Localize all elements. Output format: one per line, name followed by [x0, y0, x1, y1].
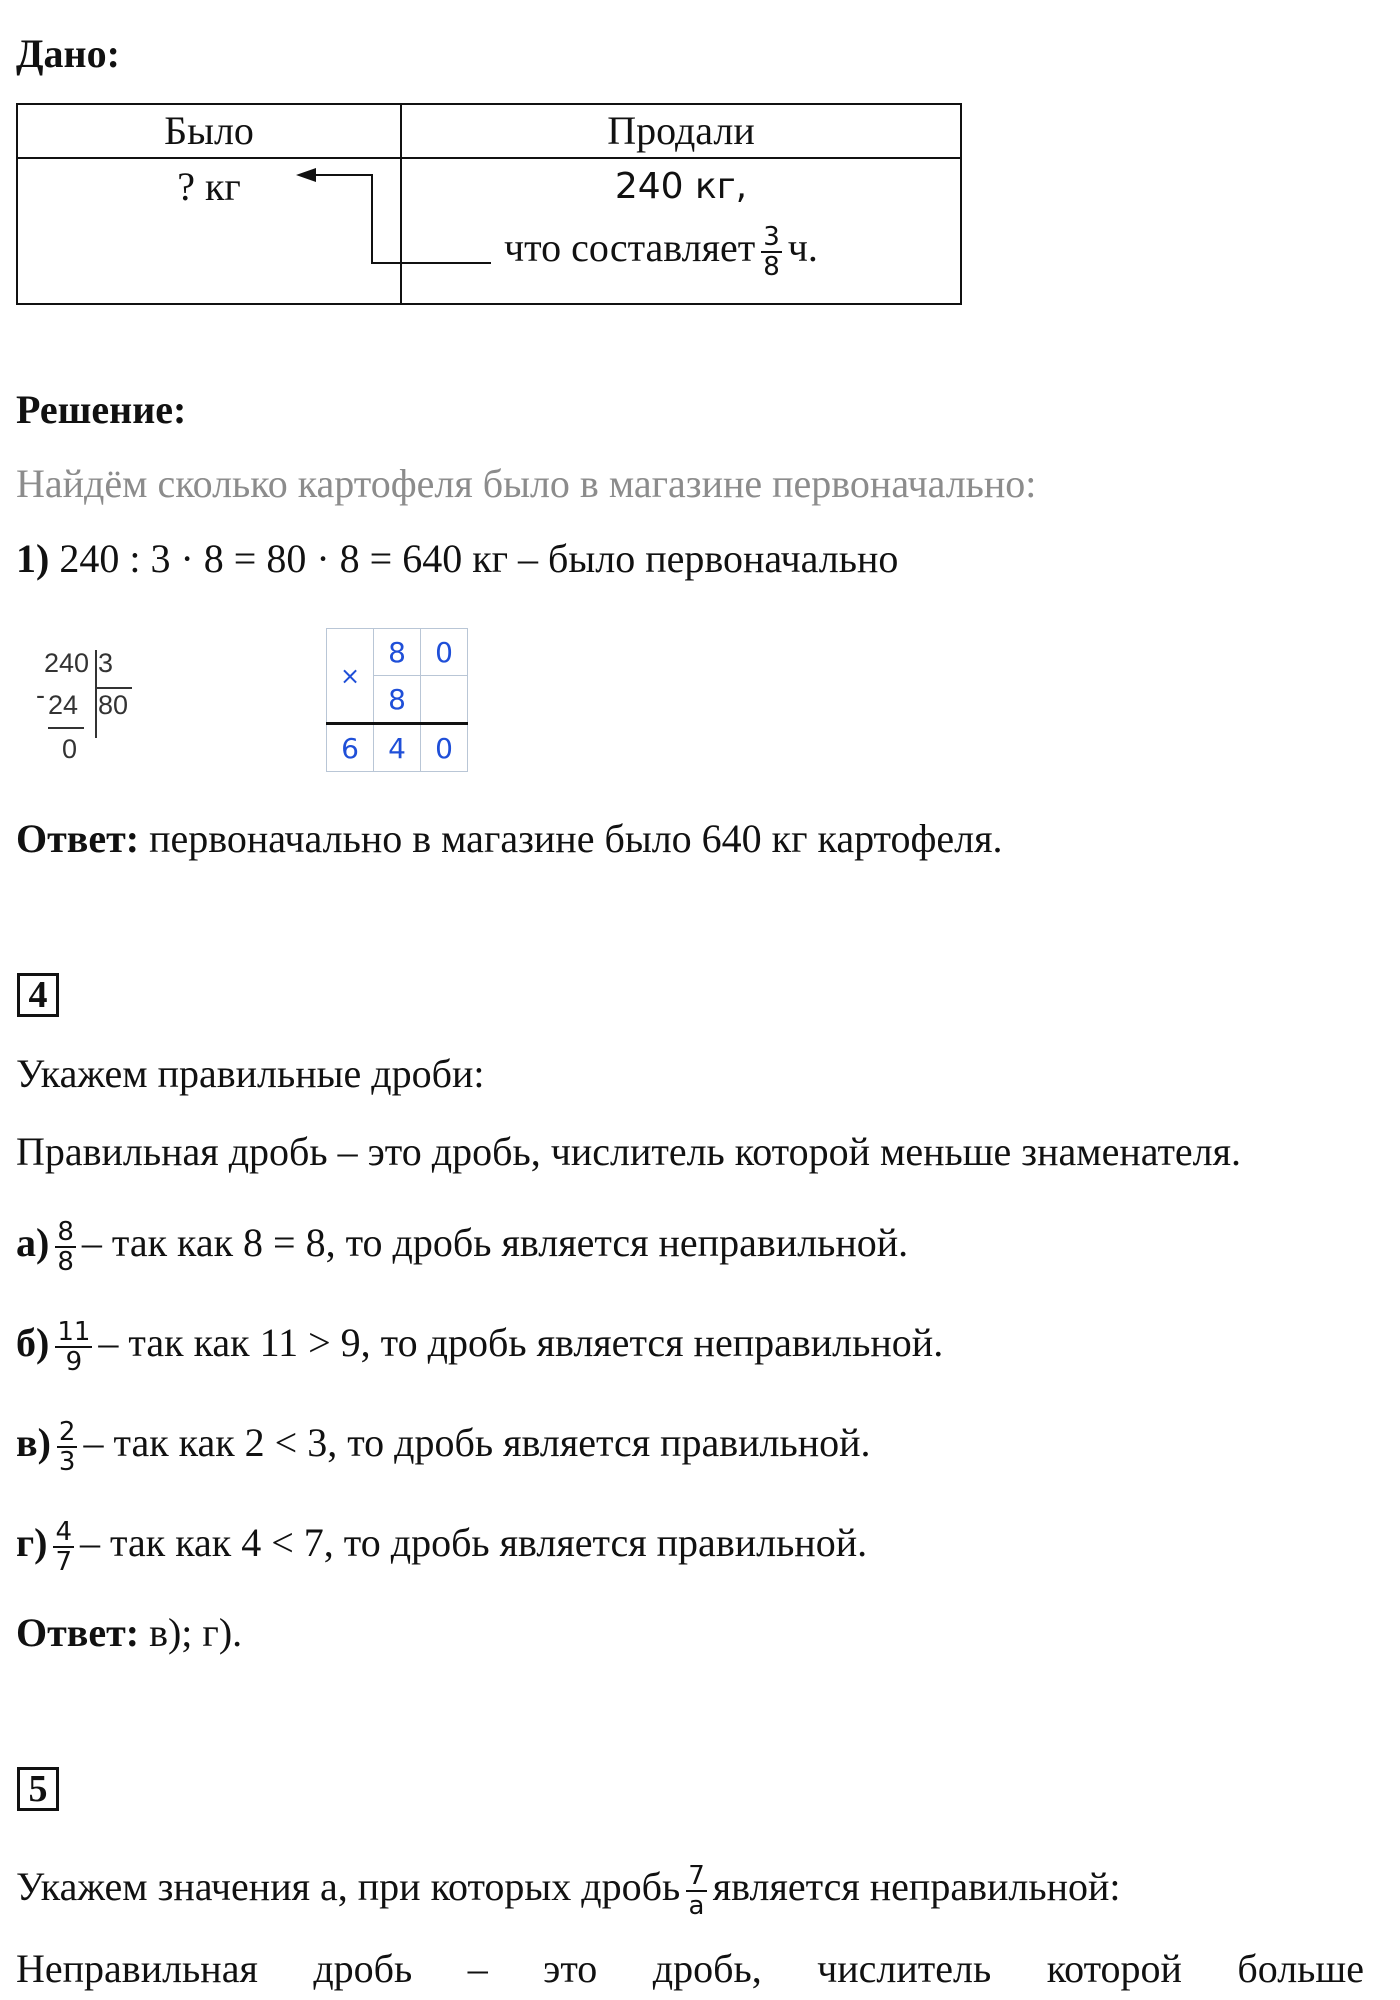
fraction-7-a	[686, 1862, 707, 1920]
intro-prefix: Укажем значения а, при которых дробь	[16, 1864, 681, 1910]
fraction-numerator: 8	[57, 1217, 74, 1247]
solution-heading: Решение:	[16, 387, 187, 432]
fraction	[55, 1218, 76, 1276]
answer-text: первоначально в магазине было 640 кг картофеля.	[149, 816, 1003, 861]
cell-prodali-fraction-line	[504, 223, 818, 281]
definition-word: это	[543, 1946, 598, 1991]
task-number-5: 5	[17, 1767, 59, 1811]
division-minus: -	[36, 680, 45, 710]
item-label: б)	[16, 1320, 50, 1366]
task4-answer	[16, 1609, 242, 1657]
given-table	[16, 103, 962, 305]
fraction	[57, 1418, 78, 1476]
fraction-numerator: 3	[763, 222, 780, 252]
fraction-numerator: 7	[688, 1861, 705, 1891]
grid-result-cell: 4	[374, 724, 421, 772]
task5-intro	[16, 1862, 1121, 1920]
task4-intro: Укажем правильные дроби:	[16, 1051, 485, 1096]
fraction-denominator: 3	[58, 1447, 76, 1477]
answer-label: Ответ:	[16, 816, 140, 861]
task4-item-g	[16, 1518, 867, 1576]
definition-word: Неправильная	[16, 1946, 258, 1991]
fraction-denominator: 8	[57, 1247, 74, 1277]
task4-item-a	[16, 1218, 908, 1276]
fraction-denominator: 7	[55, 1547, 73, 1577]
grid-result-cell: 0	[421, 724, 468, 772]
given-heading: Дано:	[16, 31, 120, 76]
fraction-numerator: 2	[58, 1417, 76, 1447]
task-number-4: 4	[17, 973, 59, 1017]
division-subtrahend: 24	[48, 690, 79, 720]
item-text: – так как 11 > 9, то дробь является неправильной.	[98, 1320, 944, 1366]
fraction-3-8	[761, 223, 782, 281]
division-divisor: 3	[98, 648, 114, 678]
item-label: а)	[16, 1220, 50, 1266]
item-text: – так как 8 = 8, то дробь является неправильной.	[81, 1220, 909, 1266]
division-lines	[40, 648, 140, 748]
task4-definition: Правильная дробь – это дробь, числитель которой меньше знаменателя.	[16, 1129, 1242, 1174]
fraction-numerator: 4	[55, 1517, 73, 1547]
division-quotient: 80	[98, 690, 129, 720]
fraction-numerator: 11	[57, 1317, 91, 1347]
definition-word: дробь,	[652, 1946, 762, 1991]
header-bylo: Было	[164, 108, 254, 153]
multiplication-grid	[326, 628, 468, 772]
division-dividend: 240	[44, 648, 90, 678]
definition-word: –	[467, 1946, 488, 1991]
division-remainder: 0	[62, 734, 78, 764]
item-text: – так как 2 < 3, то дробь является правильной.	[83, 1420, 871, 1466]
solution-answer	[16, 815, 1003, 863]
definition-word: дробь	[313, 1946, 413, 1991]
multiply-sign: ×	[327, 629, 374, 724]
definition-word: которой	[1046, 1946, 1182, 1991]
fraction-suffix: ч.	[787, 225, 818, 271]
fraction	[53, 1518, 74, 1576]
fraction-prefix: что составляет	[504, 225, 756, 271]
fraction	[55, 1318, 92, 1376]
item-text: – так как 4 < 7, то дробь является правильной.	[80, 1520, 868, 1566]
task5-definition	[16, 1945, 1364, 1993]
step1-label: 1)	[16, 536, 50, 581]
fraction-denominator: а	[688, 1891, 705, 1921]
arrow-icon	[288, 145, 498, 275]
task4-item-b	[16, 1318, 943, 1376]
header-prodali: Продали	[607, 108, 755, 153]
definition-word: числитель	[817, 1946, 992, 1991]
item-label: в)	[16, 1420, 51, 1466]
task4-item-v	[16, 1418, 871, 1476]
fraction-denominator: 9	[65, 1347, 83, 1377]
grid-result-cell: 6	[327, 724, 374, 772]
grid-cell	[421, 676, 468, 724]
item-label: г)	[16, 1520, 48, 1566]
grid-cell: 8	[374, 676, 421, 724]
solution-step1	[16, 535, 898, 583]
fraction-denominator: 8	[763, 252, 780, 282]
grid-cell: 8	[374, 629, 421, 676]
cell-prodali-amount: 240 кг,	[614, 166, 748, 207]
definition-word: больше	[1237, 1946, 1364, 1991]
step1-text: 240 : 3 · 8 = 80 · 8 = 640 кг – было первоначально	[59, 536, 899, 581]
grid-cell: 0	[421, 629, 468, 676]
intro-suffix: является неправильной:	[712, 1864, 1121, 1910]
solution-intro: Найдём сколько картофеля было в магазине первоначально:	[16, 461, 1037, 506]
cell-bylo-value: ? кг	[177, 164, 241, 209]
answer-label: Ответ:	[16, 1610, 140, 1655]
answer-text: в); г).	[149, 1610, 243, 1655]
